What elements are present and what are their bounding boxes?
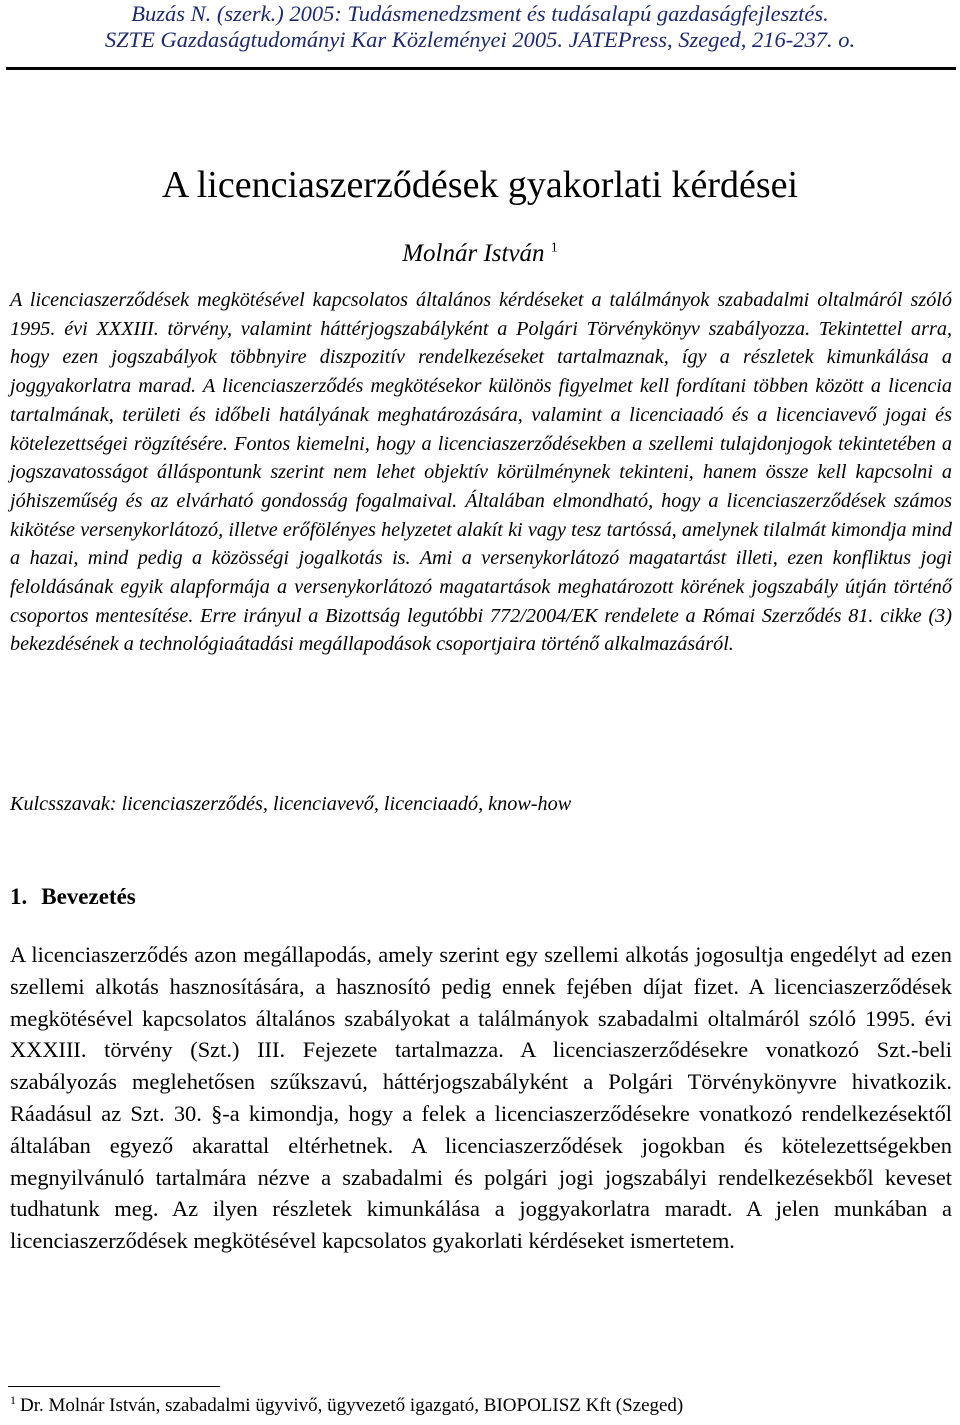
section-number: 1. bbox=[10, 884, 28, 909]
author-line bbox=[0, 239, 960, 269]
footnote-divider bbox=[8, 1386, 220, 1387]
section-heading bbox=[10, 882, 136, 912]
author-footnote-mark[interactable]: 1 bbox=[550, 240, 558, 256]
footnote-text: Dr. Molnár István, szabadalmi ügyvivő, ügyvezető igazgató, BIOPOLISZ Kft (Szeged) bbox=[20, 1395, 684, 1416]
abstract: A licenciaszerződések megkötésével kapcsolatos általános kérdéseket a találmányok szabadalmi oltalmáról szóló 1995. évi XXXIII. törvény, valamint háttérjogszabályként a Polgári Törvénykönyv szabályozza. Tekintettel arra, hogy ezen jogszabályok többnyire diszpozitív rendelkezéseket tartalmaznak, így a részletek kimunkálása a joggyakorlatra marad. A licenciaszerződés megkötésekor különös figyelmet kell fordítani többen között a licencia tartalmának, területi és időbeli hatályának meghatározására, valamint a licenciaadó és a licenciavevő jogai és kötelezettségei rögzítésére. Fontos kiemelni, hogy a licenciaszerződésekben a szellemi tulajdonjogok tekintetében a jogszavatosságot álláspontunk szerint nem lehet objektív körülménynek tekinteni, hanem össze kell kapcsolni a jóhiszeműség és az elvárható gondosság fogalmaival. Általában elmondható, hogy a licenciaszerződések számos kikötése versenykorlátozó, illetve erőfölényes helyzetet alakít ki vagy tesz tartóssá, amelynek tilalmát kimondja mind a hazai, mind pedig a közösségi jogalkotás is. Ami a versenykorlátozó magatartást illeti, ezen konfliktus jogi feloldásának egyik alapformája a versenykorlátozó magatartások meghatározott körének jogszabály útján történő csoportos mentesítése. Erre irányul a Bizottság legutóbbi 772/2004/EK rendelete a Római Szerződés 81. cikke (3) bekezdésének a technológiaátadási megállapodások csoportjaira történő alkalmazásáról. bbox=[10, 289, 952, 656]
author-name: Molnár István bbox=[402, 240, 545, 267]
footnote-mark: 1 bbox=[10, 1392, 16, 1407]
citation-line-1: Buzás N. (szerk.) 2005: Tudásmenedzsment és tudásalapú gazdaságfejlesztés. bbox=[131, 1, 829, 26]
footnote bbox=[10, 1393, 952, 1419]
header-divider bbox=[6, 67, 956, 70]
paper-title: A licenciaszerződések gyakorlati kérdései bbox=[161, 164, 799, 206]
section-title: Bevezetés bbox=[41, 884, 136, 909]
keywords: Kulcsszavak: licenciaszerződés, licenciavevő, licenciaadó, know-how bbox=[10, 793, 572, 815]
citation-line-2: SZTE Gazdaságtudományi Kar Közleményei 2005. JATEPress, Szeged, 216-237. o. bbox=[104, 27, 856, 52]
body-paragraph: A licenciaszerződés azon megállapodás, amely szerint egy szellemi alkotás jogosultja engedélyt ad ezen szellemi alkotás hasznosítására, a hasznosító pedig ennek fejében díjat fizet. A licenciaszerződések megkötésével kapcsolatos általános szabályokat a találmányok szabadalmi oltalmáról szóló 1995. évi XXXIII. törvény (Szt.) III. Fejezete tartalmazza. A licenciaszerződésekre vonatkozó Szt.-beli szabályozás meglehetősen szűkszavú, háttérjogszabályként a Polgári Törvénykönyvre hivatkozik. Ráadásul az Szt. 30. §-a kimondja, hogy a felek a licenciaszerződésekre vonatkozó rendelkezésektől általában egyező akarattal eltérhetnek. A licenciaszerződések jogokban és kötelezettségekben megnyilvánuló tartalmára nézve a szabadalmi és polgári jogi jogszabályi rendelkezésekből keveset tudhatunk meg. Az ilyen részletek kimunkálása a joggyakorlatra maradt. A jelen munkában a licenciaszerződések megkötésével kapcsolatos gyakorlati kérdéseket ismertetem. bbox=[10, 942, 952, 1254]
